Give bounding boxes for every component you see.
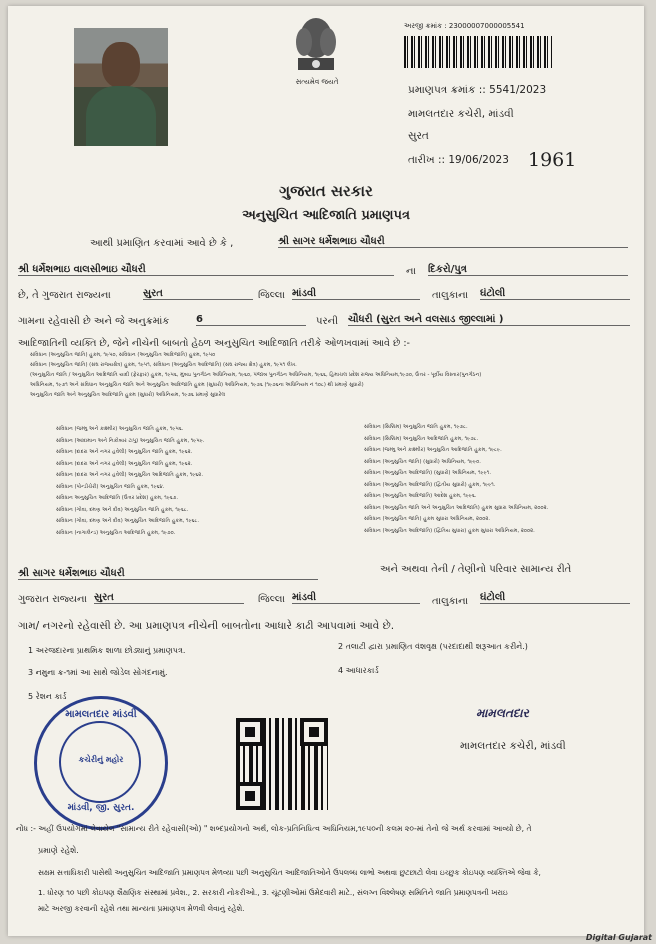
order-item: સંવિધાન (અનુસુચિત આદિજાતિ) (દ્વિતીય સુધારો) હુકમ, ૧૯૯૧.	[364, 481, 496, 488]
officer-signature: મામલતદાર	[476, 706, 529, 720]
order-item: સંવિધાન (અનુસુચિત જાતિ) હુકમ, ૧૯૫૦, સંવિધાન (અનુસુચિત આદિજાતિ) હુકમ, ૧૯૫૦	[30, 352, 216, 358]
resident-name: શ્રી સાગર ધર્મેશભાઇ ચૌધરી	[18, 568, 318, 580]
order-item: સંવિધાન (અનુસુચિત જાતિ) (સુધારો) અધિનિયમ, ૧૯૯૦.	[364, 458, 481, 465]
order-item: (અનુસુચિત જાતિ / અનુસુચિત આદિજાતિ યાદી (ફેરફાર) હુકમ, ૧૯૫૬, મુંબઇ પુનર્ગઠન અધિનિયમ, ૧૯૬૦, પંજાબ પુનર્ગઠન અધિનિયમ, ૧૯૬૬, હિમાચલ પ્રદેશ રાજ્ય અધિનિયમ,૧૯૭૦, ઉત્તર - પૂર્વીય વિસ્તાર(પુનર્ગઠન)	[30, 372, 482, 378]
order-item: સંવિધાન (જમ્મુ અને કાશ્મીર) અનુસુચિત આદિજાતિ હુકમ, ૧૯૮૯.	[364, 447, 502, 453]
note-line: માટે અરજી કરવાની રહેશે તથા માન્યતા પ્રમાણપત્ર મેળવી લેવાનું રહેશે.	[38, 904, 245, 913]
order-item: અધિનિયમ, ૧૯૭૧ અને સંવિધાન અનુસુચિત જાતિ અને અનુસુચિત આદિજાતિ હુકમ (સુધારો) અધિનિયમ, ૧૯૭૬ (૧૯૭૬ના અધિનિયમ નં ૧૦૮) થી પ્રમાણે સુધારો)	[30, 382, 364, 388]
order-item: સંવિધાન (પોન્ડીચેરી) અનુસુચિત જાતિ હુકમ, ૧૯૬૪.	[56, 483, 165, 490]
watermark: Digital Gujarat	[585, 933, 652, 942]
recognition-text: આદિજાતિની વ્યક્તિ છે, જેને નીચેની બાબતો હેઠળ અનુસુચિત આદિજાતિ તરીકે ઓળખવામાં આવે છે :-	[18, 338, 410, 349]
state-value: સુરત	[143, 288, 253, 300]
certificate-page	[8, 6, 644, 936]
orders-right-list	[364, 422, 548, 537]
date-row: તારીખ :: 19/06/2023	[408, 154, 509, 166]
orders-top-list	[30, 352, 481, 399]
serial-prefix: ગામના રહેવાસી છે અને જે અનુક્રમાંક	[18, 316, 170, 327]
relation: દિકરો/પુત્ર	[428, 264, 628, 276]
note-line: નોંધ :- અહીં ઉપયોગમાં લેવાયેલ "સામાન્ય રીતે રહેવાસી(ઓ) " શબ્દપ્રયોગનો અર્થ, લોક-પ્રતિનિધિત્વ અધિનિયમ,૧૯૫૦ની કલમ ૨૦-માં તેનો જે અર્થ કરવામાં આવ્યો છે, તે	[16, 824, 532, 833]
certificate-number: :: 5541/2023	[478, 84, 547, 96]
seal-bottom-text: માંડવી, જી. સુરત.	[67, 803, 135, 813]
government-title: ગુજરાત સરકાર	[279, 182, 373, 200]
order-item: સંવિધાન (નાગાલેન્ડ) અનુસુચિત આદિજાતિ હુકમ, ૧૯૭૦.	[56, 529, 176, 536]
order-item: સંવિધાન (દાદરા અને નગર હવેલી) અનુસુચિત આદિજાતિ હુકમ, ૧૯૬૨.	[56, 472, 203, 478]
taluka-label: તાલુકાના	[432, 290, 469, 301]
office-seal	[34, 696, 168, 830]
barcode	[404, 36, 552, 68]
order-item: સંવિધાન (અનુસુચિત આદિજાતિ) (દ્વિતિય સુધારા) હુકમ સુધારા અધિનિયમ, ૨૦૦૨.	[364, 527, 535, 534]
document-item: 2 તલાટી દ્વારા પ્રમાણિત વંશવૃક્ષ (પરદાદાથી શરૂઆત કરીને.)	[338, 642, 528, 651]
handwritten-number: 1961	[528, 149, 577, 171]
order-item: સંવિધાન (અનુસુચિત જાતિ અને અનુસુચિત આદિજાતિ) હુકમ સુધારા અધિનિયમ, ૨૦૦૨.	[364, 504, 549, 511]
residence-district-value: માંડવી	[292, 592, 420, 604]
note-line: પ્રમાણે રહેશે.	[38, 846, 79, 855]
order-item: સંવિધાન (સિક્કિમ) અનુસુચિત આદિજાતિ હુકમ, ૧૯૭૮.	[364, 435, 479, 442]
seal-top-text: મામલતદાર માંડવી	[65, 709, 137, 720]
district-label: જિલ્લા	[258, 290, 285, 301]
order-item: સંવિધાન (ગોવા, દમણ અને દીવ) અનુસુચિત આદિજાતિ હુકમ, ૧૯૬૮.	[56, 518, 200, 524]
order-item: સંવિધાન (જમ્મુ અને કાશ્મીર) અનુસુચિત જાતિ હુકમ, ૧૯૫૬.	[56, 426, 184, 432]
family-text: અને અથવા તેની / તેણીનો પરિવાર સામાન્ય રીતે	[380, 564, 572, 575]
note-line: 1. ધોરણ ૧૦ પછી કોઇપણ શૈક્ષણિક સંસ્થામાં પ્રવેશ., 2. સરકારી નોકરીઓ., 3. ચૂંટણીઓમાં ઉમેદવારી માટે., સંલગ્ન વિશ્લેષણ સમિતિને જાતિ પ્રમાણપત્રની ખરાઇ	[38, 888, 508, 897]
tribe-name: ચૌધરી (સુરત અને વલસાડ જીલ્લામાં )	[348, 314, 630, 326]
order-item: સંવિધાન અનુસુચિત આદિજાતિ (ઉત્તર પ્રદેશ) હુકમ, ૧૯૬૭.	[56, 495, 179, 501]
order-item: સંવિધાન (દાદરા અને નગર હવેલી) અનુસુચિત જાતિ હુકમ, ૧૯૬૨.	[56, 449, 193, 455]
parni-text: પરની	[316, 316, 338, 327]
issuing-office: મામલતદાર કચેરી, માંડવી	[408, 108, 514, 120]
issue-date: :: 19/06/2023	[437, 154, 509, 166]
document-item: 3 નમુના ક્ર-૧માં આ સાથે જોડેલ સોગંદનામું.	[28, 668, 168, 677]
state-prefix: છે, તે ગુજરાત રાજ્યના	[18, 290, 111, 301]
certificate-title: અનુસુચિત આદિજાતિ પ્રમાણપત્ર	[242, 208, 410, 223]
order-item: સંવિધાન (ગોવા, દમણ અને દીવ) અનુસુચિત જાતિ હુકમ, ૧૯૬૮.	[56, 506, 189, 513]
order-item: સંવિધાન (અનુસુચિત આદિજાતિ) (સુધારો) અધિનિયમ, ૧૯૯૧.	[364, 470, 491, 476]
document-item: 4 આધારકાર્ડ	[338, 666, 379, 675]
applicant-name: શ્રી સાગર ધર્મેશભાઇ ચૌધરી	[278, 236, 628, 248]
district-value: માંડવી	[292, 288, 420, 300]
note-line: સક્ષમ સત્તાધિકારી પાસેથી અનુસુચિત આદિજાતિ પ્રમાણપત્ર મેળવ્યા પછી અનુસુચિત આદિજાતિઓને ઉપલબ્ધ લાભો અથવા છુટછાટો લેવા ઇચ્છુક કોઇપણ વ્યક્તિએ જેવા કે,	[38, 868, 541, 877]
issuing-district: સુરત	[408, 130, 429, 142]
order-item: અનુસુચિત જાતિ અને અનુસુચિત આદિજાતિ હુકમ (સુધારો) અધિનિયમ, ૧૯૭૬ પ્રમાણે સુધારેલ	[30, 392, 226, 398]
certify-text: આથી પ્રમાણિત કરવામાં આવે છે કે ,	[90, 238, 234, 249]
residence-taluka-value: ઘંટોલી	[480, 592, 630, 604]
order-item: સંવિધાન (અનુસુચિત જાતિ) (સંઘ રાજ્યક્ષેત્ર) હુકમ, ૧૯૫૧, સંવિધાન (અનુસુચિત આદિજાતિ) (સંઘ રાજ્ય ક્ષેત્ર) હુકમ, ૧૯૫૧ લેખ.	[30, 362, 297, 368]
residence-taluka-label: તાલુકાના	[432, 596, 469, 607]
order-item: સંવિધાન (સિક્કિમ) અનુસુચિત જાતિ હુકમ, ૧૯૭૮.	[364, 424, 468, 430]
residence-state-value: સુરત	[94, 592, 244, 604]
residence-district-label: જિલ્લા	[258, 594, 285, 605]
order-item: સંવિધાન (અનુસુચિત જાતિ) હુકમ સુધારા અધિનિયમ, ૨૦૦૨.	[364, 516, 491, 522]
order-item: સંવિધાન (અનુસુચિત આદિજાતિ) આદેશ હુકમ, ૧૯૯૬.	[364, 493, 477, 499]
signature-label: મામલતદાર કચેરી, માંડવી	[460, 740, 566, 752]
serial-number: 6	[196, 314, 306, 326]
residence-state-prefix: ગુજરાત રાજ્યના	[18, 594, 87, 605]
order-item: સંવિધાન (આંદામાન અને નિકોબાર ટાપુ) અનુસુચિત જાતિ હુકમ, ૧૯૫૯.	[56, 437, 205, 444]
na-text: ના	[406, 266, 416, 277]
document-item: 1 અરજદારના પ્રાથમિક શાળા છોડ્યાનું પ્રમાણપત્ર.	[28, 646, 186, 655]
father-name: શ્રી ધર્મેશભાઇ વાલસીભાઇ ચૌધરી	[18, 264, 394, 276]
applicant-photo	[74, 28, 168, 146]
emblem-caption: સત્યમેવ જયતે	[295, 78, 339, 86]
orders-left-list	[56, 424, 205, 539]
qr-code	[236, 718, 328, 810]
seal-mid-text: કચેરીનું મહોર	[78, 755, 124, 764]
document-item: 5 રેશન કાર્ડ	[28, 692, 67, 701]
taluka-value: ઘંટોલી	[480, 288, 630, 300]
application-number: અરજી ક્રમાંક : 23000007000005541	[404, 22, 525, 30]
order-item: સંવિધાન (દાદરા અને નગર હવેલી) અનુસુચિત જાતિ હુકમ, ૧૯૬૨.	[56, 460, 193, 467]
certificate-number-row: પ્રમાણપત્ર ક્રમાંક :: 5541/2023	[408, 84, 547, 96]
national-emblem-icon	[286, 14, 346, 76]
residence-final: ગામ/ નગરનો રહેવાસી છે. આ પ્રમાણપત્ર નીચેની બાબતોના આધારે કાઢી આપવામાં આવે છે.	[18, 620, 395, 632]
